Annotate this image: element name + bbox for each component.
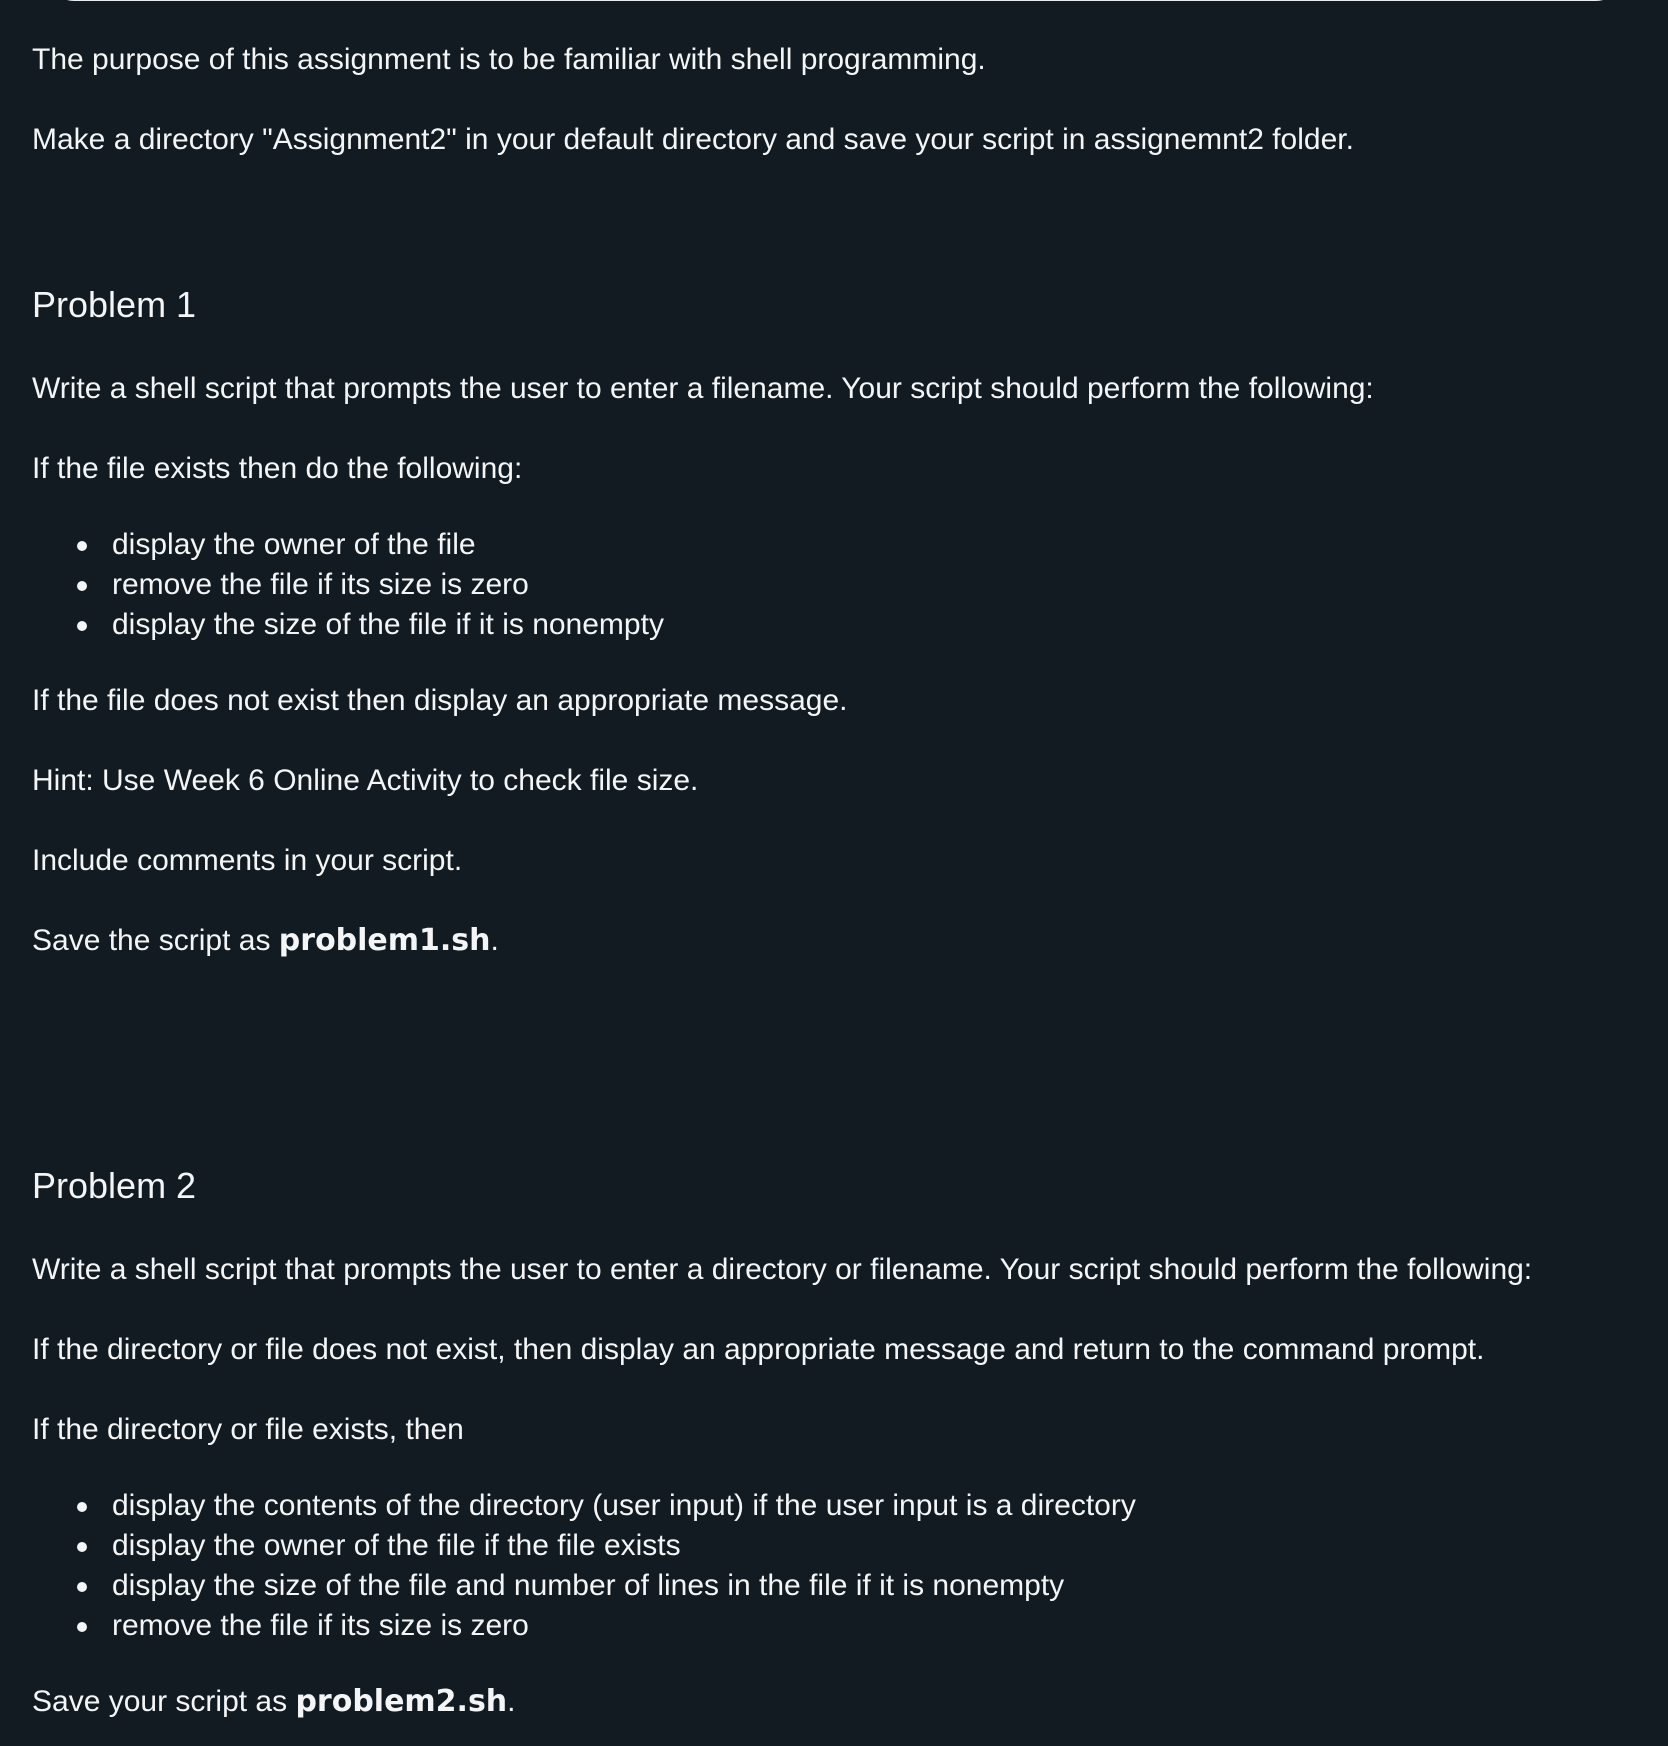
problem1-comments: Include comments in your script.	[32, 844, 463, 877]
problem1-task: Write a shell script that prompts the user to enter a filename. Your script should perform the following:	[32, 372, 1374, 405]
problem1-filename: problem1.sh	[278, 923, 491, 958]
problem1-hint: Hint: Use Week 6 Online Activity to check file size.	[32, 764, 699, 797]
list-item: remove the file if its size is zero	[32, 565, 664, 605]
problem2-if-exists: If the directory or file exists, then	[32, 1413, 464, 1446]
problem1-title: Problem 1	[32, 284, 197, 325]
bullet-icon	[77, 1542, 87, 1552]
bullet-icon	[77, 1502, 87, 1512]
list-item: display the owner of the file	[32, 525, 664, 565]
problem2-bullet-list	[32, 1486, 1136, 1646]
problem2-filename: problem2.sh	[295, 1684, 508, 1719]
problem1-if-exists: If the file exists then do the following:	[32, 452, 523, 485]
list-item: display the owner of the file if the file exists	[32, 1526, 1136, 1566]
problem2-not-exists: If the directory or file does not exist, then display an appropriate message and return to the command prompt.	[32, 1333, 1485, 1366]
bullet-icon	[77, 1582, 87, 1592]
bullet-icon	[77, 1622, 87, 1632]
list-item: display the contents of the directory (user input) if the user input is a directory	[32, 1486, 1136, 1526]
bullet-icon	[77, 581, 87, 591]
problem2-task: Write a shell script that prompts the user to enter a directory or filename. Your script should perform the following:	[32, 1253, 1533, 1286]
list-item: remove the file if its size is zero	[32, 1606, 1136, 1646]
problem2-save-instruction: Save your script as problem2.sh.	[32, 1684, 516, 1719]
list-item: display the size of the file and number of lines in the file if it is nonempty	[32, 1566, 1136, 1606]
problem1-bullet-list	[32, 525, 664, 645]
bullet-icon	[77, 621, 87, 631]
intro-purpose: The purpose of this assignment is to be familiar with shell programming.	[32, 43, 986, 76]
problem1-save-instruction: Save the script as problem1.sh.	[32, 923, 499, 958]
problem2-title: Problem 2	[32, 1165, 197, 1206]
problem1-not-exists: If the file does not exist then display an appropriate message.	[32, 684, 848, 717]
list-item: display the size of the file if it is nonempty	[32, 605, 664, 645]
intro-directory: Make a directory "Assignment2" in your default directory and save your script in assignemnt2 folder.	[32, 123, 1354, 156]
bullet-icon	[77, 541, 87, 551]
top-panel-border	[48, 0, 1622, 1]
